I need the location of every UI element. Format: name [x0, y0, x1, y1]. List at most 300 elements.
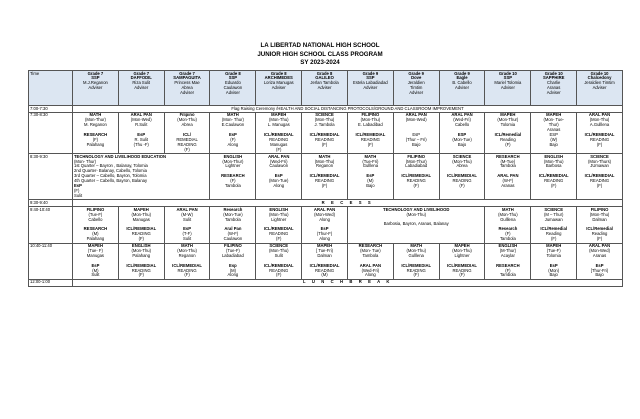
cell-line: (Mon-Thu): [177, 117, 197, 123]
section-header: [118, 71, 164, 106]
cell-line: (F): [92, 136, 99, 142]
cell-line: (Mon-Thur): [497, 117, 519, 123]
schedule-row: [29, 243, 623, 279]
cell-line: Sulit: [74, 192, 83, 198]
cell-line: Manugas: [86, 252, 105, 258]
cell-line: Grade 9: [362, 70, 379, 76]
cell-line: SSP: [228, 75, 238, 81]
cell-line: READING: [406, 178, 426, 184]
cell-line: Adviser: [363, 85, 378, 91]
school-name: LA LIBERTAD NATIONAL HIGH SCHOOL: [260, 42, 380, 49]
cell-line: Grade 8: [316, 70, 333, 76]
class-cell: [577, 112, 623, 153]
cell-line: Estela Labadiadad: [353, 80, 388, 86]
cell-line: Labadiabad: [405, 163, 428, 169]
cell-line: Palahang: [86, 141, 105, 147]
time-cell: 7:30-8:30: [29, 112, 73, 153]
cell-line: Adviser: [455, 85, 470, 91]
cell-line: Grade 10: [544, 70, 563, 76]
cell-line: (Tue-F): [225, 247, 240, 253]
time-cell: 9:40-10:40: [29, 207, 73, 243]
cell-line: ENGLISH: [498, 243, 518, 249]
cell-line: READING: [452, 178, 472, 184]
cell-line: EsP: [412, 132, 421, 137]
cell-line: (Mon-Thu): [131, 247, 152, 253]
cell-line: Grade 9: [408, 70, 425, 76]
cell-line: Sulit: [182, 236, 192, 242]
cell-line: ICL/REMEDIAL: [126, 226, 157, 232]
cell-line: 2nd Quarter- Balanay, Cabello, Tolomia: [74, 168, 147, 174]
cell-line: Charlie: [547, 80, 561, 86]
class-cell: [393, 154, 439, 200]
cell-line: (Mon-Thu): [498, 211, 518, 217]
cell-line: Grade 7: [179, 70, 195, 76]
cell-line: (Mon-Tue): [269, 178, 289, 184]
cell-line: (Mon-Wed): [589, 247, 610, 253]
cell-line: [Thur-Fri): [590, 267, 609, 273]
class-cell: [531, 207, 577, 243]
cell-line: Adviser: [592, 85, 607, 91]
class-cell: [210, 207, 256, 243]
cell-line: (F): [367, 141, 374, 147]
cell-line: (Wed-Fri): [361, 267, 380, 273]
cell-line: SAPPHIRE: [542, 75, 565, 81]
tle-cell: [73, 154, 210, 200]
cell-line: (T-F): [182, 231, 192, 237]
cell-line: ARAL PAN: [130, 112, 152, 118]
cell-line: Research: [223, 206, 243, 212]
time-cell: 8:30-9:30: [29, 154, 73, 200]
cell-line: Lightner: [454, 252, 470, 258]
cell-line: Abrea: [181, 85, 193, 91]
cell-line: (Mon-Thurs): [588, 158, 612, 164]
cell-line: FILIPINO: [590, 206, 609, 212]
cell-line: (Thur – Fri): [405, 136, 427, 142]
cell-line: ICL/REMEDIAL: [172, 262, 202, 268]
cell-line: (F): [551, 236, 557, 242]
cell-line: Aranas: [547, 127, 561, 133]
cell-line: (W-F): [227, 231, 239, 237]
cell-line: READING: [590, 178, 610, 184]
cell-line: (Mon-Thu): [360, 117, 381, 123]
recess-banner: R E C E S S: [73, 200, 623, 207]
cell-line: SCIENCE: [590, 153, 609, 159]
cell-line: MATH: [364, 153, 377, 159]
tle-cell: [347, 207, 484, 243]
cell-line: Caulawon: [223, 236, 243, 242]
cell-line: FILIPINO: [86, 206, 105, 212]
cell-line: L. Manugas: [267, 122, 290, 128]
cell-line: Along: [365, 272, 376, 278]
cell-line: (F): [413, 183, 419, 189]
class-cell: [531, 112, 577, 153]
class-cell: [256, 207, 302, 243]
cell-line: Along: [227, 141, 239, 147]
schedule-row: [29, 106, 623, 113]
cell-line: Grade 10: [590, 70, 609, 76]
cell-line: ARAL PAN: [497, 173, 519, 179]
cell-line: (Mon-Thu): [452, 247, 472, 253]
cell-line: EsP: [74, 183, 82, 189]
class-cell: [118, 112, 164, 153]
cell-line: (Mon-Thu): [589, 117, 610, 123]
cell-line: ARCHIMEDES: [264, 75, 293, 81]
cell-line: Gulllena: [362, 163, 379, 169]
time-cell: 10:40-11:40: [29, 243, 73, 279]
cell-line: Reganon: [316, 163, 334, 169]
class-cell: [302, 154, 348, 200]
class-cell: [531, 243, 577, 279]
schedule-row: [29, 279, 623, 286]
cell-line: Along: [319, 236, 330, 242]
time-header: Time: [29, 71, 73, 106]
cell-line: Adviser: [271, 85, 286, 91]
cell-line: (M-W): [181, 211, 193, 217]
class-cell: [485, 112, 531, 153]
cell-line: Tambola: [362, 252, 379, 258]
cell-line: READING: [269, 267, 289, 273]
cell-line: Sulit: [182, 216, 192, 222]
cell-line: A.Gulllena: [589, 122, 610, 128]
class-cell: [393, 243, 439, 279]
cell-line: Cabello: [454, 122, 470, 128]
cell-line: Riza Sulit: [132, 80, 151, 86]
cell-line: READING: [590, 136, 610, 142]
cell-line: (Mon-Wed): [405, 117, 427, 123]
class-cell: [302, 207, 348, 243]
cell-line: 4th Quarter – Cabello, Bayron, Balanay: [74, 178, 148, 184]
cell-line: MAPEH: [271, 112, 287, 118]
cell-line: EsP: [91, 262, 100, 268]
cell-line: R. Sulit: [134, 136, 148, 142]
cell-line: Grade 7: [87, 70, 104, 76]
cell-line: (F): [505, 267, 511, 273]
cell-line: READING: [544, 178, 564, 184]
cell-line: ENGLISH: [269, 206, 289, 212]
cell-line: (Tue-F): [88, 211, 103, 217]
cell-line: Aranas: [592, 252, 607, 258]
cell-line: ENGLISH: [544, 153, 563, 159]
cell-line: Adviser: [317, 85, 332, 91]
cell-line: ICL/REMEDIAL: [584, 173, 615, 179]
cell-line: MATH: [89, 112, 102, 118]
cell-line: READING: [315, 267, 335, 273]
cell-line: Caulawon: [223, 85, 243, 91]
cell-line: FILIPINO: [361, 112, 380, 118]
cell-line: Dalman: [317, 252, 332, 258]
cell-line: SAMPAGUITA: [173, 75, 201, 81]
cell-line: ICL/REMEDIAL: [447, 173, 477, 179]
cell-line: ICL/REMEDIAL: [309, 173, 340, 179]
cell-line: ARAL PAN: [359, 262, 381, 268]
cell-line: (Mon-Thur): [405, 158, 427, 164]
lunch-break-banner: L U N C H B R E A K: [73, 279, 623, 286]
cell-line: ICL/REMEDIAL: [401, 173, 432, 179]
cell-line: SCIENCE: [544, 206, 563, 212]
cell-line: Manugas: [132, 216, 150, 222]
cell-line: (M – Thur): [543, 211, 564, 217]
cell-line: (Thur-F): [316, 231, 333, 237]
cell-line: ESP: [549, 132, 558, 138]
cell-line: Aranas: [501, 183, 515, 189]
class-cell: [439, 243, 485, 279]
cell-line: Thur): [548, 122, 559, 128]
section-header: [485, 71, 531, 106]
cell-line: (Mon-Thu): [452, 158, 472, 164]
cell-line: B. Cabello: [452, 80, 472, 86]
cell-line: Eduardo: [224, 80, 241, 86]
cell-line: (M): [92, 267, 99, 273]
cell-line: ARAL PAN: [588, 243, 611, 249]
program-title: JUNIOR HIGH SCHOOL CLASS PROGRAM: [257, 50, 383, 58]
cell-line: (Mon-Thu): [589, 211, 610, 217]
cell-line: Grade 9: [454, 70, 470, 76]
cell-line: ICL/Remedial: [586, 226, 613, 232]
cell-line: EsP: [228, 132, 237, 138]
cell-line: RESEARCH: [83, 132, 108, 138]
cell-line: Dalman: [592, 216, 607, 222]
cell-line: Mariel Tolomia: [494, 80, 522, 86]
cell-line: ICL/REMEDIAL: [355, 132, 386, 138]
document-title-block: [0, 0, 640, 70]
cell-line: (F): [596, 183, 603, 189]
cell-line: (F): [184, 146, 190, 152]
cell-line: MAPEH: [546, 243, 562, 249]
cell-line: (F): [276, 146, 282, 152]
cell-line: 1st Quarter – Bayron , Balanay, Tolomia: [74, 163, 148, 169]
cell-line: MATH: [501, 206, 514, 212]
cell-line: READING: [131, 231, 151, 237]
cell-line: ARAL PAN: [268, 153, 290, 159]
class-cell: [577, 207, 623, 243]
cell-line: (M-Tue): [500, 158, 516, 164]
cell-line: Barbosia, Bayron, Aranas, Balanay: [383, 221, 449, 227]
cell-line: READING: [269, 136, 289, 142]
schedule-row: [29, 154, 623, 200]
cell-line: Bajo: [549, 141, 558, 147]
cell-line: RESEARCH: [496, 262, 520, 268]
cell-line: Along: [319, 216, 330, 222]
cell-line: JUmawan: [590, 163, 609, 169]
cell-line: ICL/REMEDIAL: [584, 132, 615, 138]
cell-line: (Mon-Thu): [131, 211, 152, 217]
cell-line: Palahang: [132, 252, 151, 258]
cell-line: (Mon-Wed): [130, 117, 152, 123]
section-header: [73, 71, 119, 106]
cell-line: Bajo: [595, 272, 604, 278]
cell-line: ARAL PAN: [588, 112, 611, 118]
cell-line: Adviser: [546, 90, 561, 96]
class-cell: [73, 207, 119, 243]
cell-line: Jerlan Tambola: [310, 80, 339, 86]
cell-line: EsP: [366, 173, 375, 179]
cell-line: Reganon: [178, 252, 196, 258]
cell-line: Grade 8: [225, 70, 241, 76]
cell-line: (F): [138, 272, 144, 278]
cell-line: MAPEH: [133, 206, 149, 212]
cell-line: (Thu -F): [133, 141, 149, 147]
cell-line: ICL/REMEDIAL: [126, 262, 157, 268]
cell-line: (F): [138, 236, 144, 242]
cell-line: SSP: [366, 75, 375, 81]
cell-line: MATH: [410, 243, 423, 249]
cell-line: (M-Thur): [499, 247, 517, 253]
schedule-row: [29, 112, 623, 153]
cell-line: Tolomia: [500, 122, 516, 128]
class-cell: [164, 243, 210, 279]
class-cell: [302, 243, 348, 279]
cell-line: Loriza Manugas: [263, 80, 294, 86]
cell-line: (Mon- Tue-: [543, 117, 564, 123]
time-cell: 9:30-9:40: [29, 200, 73, 207]
cell-line: ARAL PAN: [451, 112, 473, 118]
cell-line: (F): [459, 272, 465, 278]
cell-line: Tambola: [499, 236, 516, 242]
cell-line: (W): [550, 136, 558, 142]
time-cell: 12:00-1:00: [29, 279, 73, 286]
class-cell: [577, 154, 623, 200]
cell-line: READING: [269, 231, 289, 237]
cell-line: Abrea: [181, 122, 193, 128]
cell-line: (M): [229, 267, 237, 273]
cell-line: Sulit: [274, 252, 283, 258]
cell-line: Adviser: [180, 90, 195, 96]
cell-line: ARAL PAN: [176, 206, 198, 212]
schedule-row: [29, 200, 623, 207]
cell-line: Jumawan: [544, 216, 563, 222]
cell-line: ESP: [457, 132, 467, 138]
schedule-row: [29, 207, 623, 243]
cell-line: Tambola: [224, 183, 241, 189]
cell-line: ICL/REMEDIAL: [263, 226, 294, 232]
class-cell: [73, 112, 119, 153]
header-row: [29, 71, 623, 106]
cell-line: R.Sulit: [135, 122, 148, 128]
cell-line: (Mon- Thur): [221, 117, 244, 123]
cell-line: (Mon-Thu): [177, 247, 197, 253]
cell-line: (M): [92, 231, 99, 237]
cell-line: Adviser: [88, 85, 103, 91]
cell-line: (F): [230, 178, 236, 184]
cell-line: Gulllena: [408, 252, 424, 258]
cell-line: MATH: [181, 243, 193, 249]
class-cell: [210, 154, 256, 200]
cell-line: ICL/REMEDIAL: [447, 262, 477, 268]
class-cell: [485, 243, 531, 279]
cell-line: RESEARCH: [83, 226, 108, 232]
cell-line: Bajo: [549, 272, 558, 278]
cell-line: Adviser: [225, 90, 240, 96]
class-cell: [256, 243, 302, 279]
cell-line: (Mon-Thu): [314, 158, 335, 164]
cell-line: RESEARCH: [358, 243, 383, 249]
cell-line: (F): [413, 272, 419, 278]
cell-line: (Mon): [548, 267, 560, 273]
cell-line: ICL/REMEDIAL: [309, 132, 340, 138]
class-cell: [256, 112, 302, 153]
cell-line: ICL/Remedial: [540, 226, 567, 232]
cell-line: Adviser: [134, 85, 149, 91]
cell-line: Lightner: [225, 163, 241, 169]
cell-line: (F): [276, 236, 282, 242]
cell-line: EsP: [137, 132, 146, 138]
time-cell: 7:00-7:30: [29, 106, 73, 113]
cell-line: Reading: [591, 231, 608, 237]
section-header: [393, 71, 439, 106]
cell-line: Along: [227, 272, 239, 278]
cell-line: RESEARCH: [221, 173, 245, 179]
cell-line: ENGLISH: [223, 153, 243, 159]
class-cell: [164, 112, 210, 153]
cell-line: Aranas: [547, 85, 561, 91]
class-cell: [577, 243, 623, 279]
cell-line: (Mon-Wed): [314, 211, 335, 217]
cell-line: (F): [321, 183, 328, 189]
cell-line: Bajo: [366, 183, 375, 189]
cell-line: ICL/REMEDIAL: [263, 132, 294, 138]
cell-line: ICL/: [183, 132, 192, 138]
cell-line: READING: [177, 141, 197, 147]
section-header: [302, 71, 348, 106]
cell-line: Tambola: [499, 272, 516, 278]
cell-line: READING: [452, 267, 472, 273]
cell-line: Jeraldien Timtim: [584, 80, 615, 86]
cell-line: E. Labadibad: [358, 122, 383, 128]
cell-line: SCIENCE: [452, 153, 472, 159]
cell-line: (Tue-Fri): [362, 158, 379, 164]
cell-line: MATH: [227, 112, 239, 118]
cell-line: (Wed-Fri): [269, 158, 288, 164]
cell-line: Barbosa: [545, 163, 562, 169]
section-header: [531, 71, 577, 106]
cell-line: (Mon-Thur): [84, 117, 106, 123]
cell-line: (Mon-Thu): [268, 117, 289, 123]
cell-line: Tambola: [499, 163, 516, 169]
cell-line: (Wed-Fri): [453, 117, 471, 123]
cell-line: Labadiabad: [221, 252, 244, 258]
cell-line: Tambola: [224, 216, 241, 222]
cell-line: Reading: [545, 231, 562, 237]
school-year: SY 2023-2024: [300, 59, 340, 66]
cell-line: Aral Pan: [224, 226, 242, 232]
cell-line: ICL/REMEDIAL: [401, 262, 432, 268]
cell-line: E.Caulawon: [221, 122, 245, 128]
cell-line: (Mon-Thur): [222, 158, 244, 164]
cell-line: Manugas: [270, 141, 288, 147]
class-cell: [302, 112, 348, 153]
cell-line: (F): [459, 183, 465, 189]
cell-line: EsP: [320, 226, 329, 232]
cell-line: SSP: [503, 75, 513, 81]
cell-line: Adviser: [409, 90, 424, 96]
class-cell: [210, 112, 256, 153]
cell-line: J. Tambola: [314, 122, 335, 128]
cell-line: Adviser: [500, 85, 515, 91]
cell-line: MAPEH: [454, 243, 470, 249]
section-header: [210, 71, 256, 106]
cell-line: SCIENCE: [269, 243, 289, 249]
cell-line: (Tue- F): [87, 247, 103, 253]
cell-line: Tolomia: [546, 252, 561, 258]
cell-line: (Mon-Thu): [314, 117, 335, 123]
cell-line: (F): [551, 183, 557, 189]
cell-line: (Mon-Thu): [268, 247, 289, 253]
cell-line: (Mon-Tue): [452, 136, 472, 142]
cell-line: (F): [596, 141, 603, 147]
cell-line: (F): [74, 187, 80, 193]
class-cell: [210, 243, 256, 279]
section-header: [439, 71, 485, 106]
